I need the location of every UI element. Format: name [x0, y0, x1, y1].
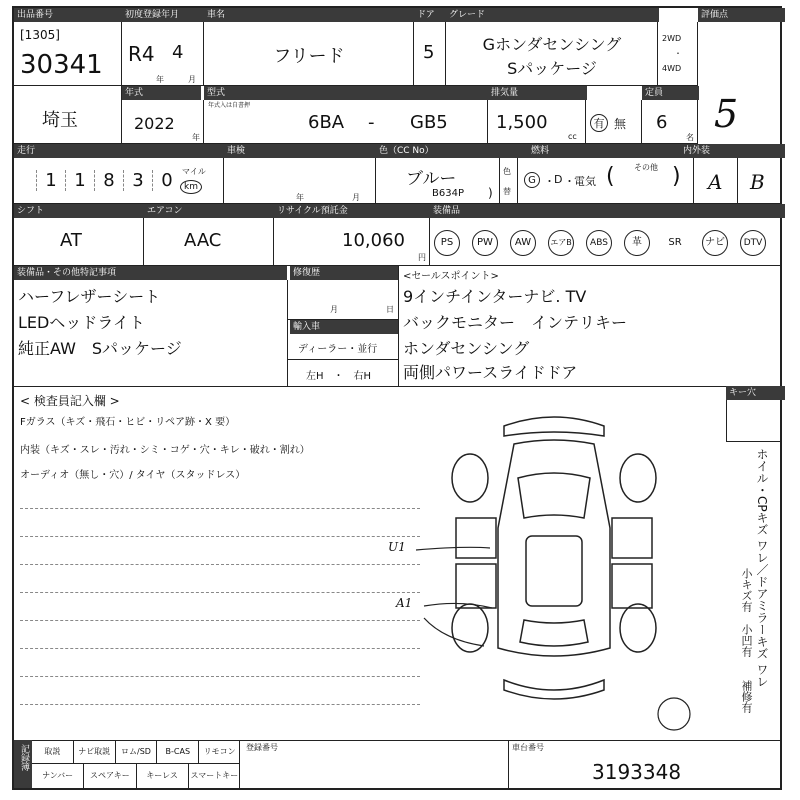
windshield: [518, 473, 590, 518]
option-aw: AW: [510, 230, 536, 256]
exterior-grade-cell: [738, 158, 782, 204]
mileage-unit-km: km: [180, 180, 202, 194]
header-year-type: 年式: [122, 86, 201, 100]
header-transmission: シフト: [14, 204, 145, 218]
leader-extra: [424, 618, 484, 646]
option-leather: 革: [624, 230, 650, 256]
features-cell: [14, 280, 288, 386]
sales-point-item: 9インチインターナビ. TV: [403, 287, 587, 306]
option-pw: PW: [472, 230, 498, 256]
model-note: 年式入は自書押: [208, 102, 251, 109]
model-prefix: 6BA: [308, 112, 345, 133]
option-dtv: DTV: [740, 230, 766, 256]
header-int-ext: 内外装: [680, 144, 785, 158]
import-steering: 左H ・ 右H: [306, 371, 372, 382]
mileage-unit-mile: マイル: [182, 167, 206, 176]
chassis-label: 車台番号: [512, 743, 544, 752]
seats-unit: 名: [686, 133, 694, 142]
grade-cell: [446, 22, 658, 86]
header-reg-year: 初度登録年月: [122, 8, 205, 22]
header-recycle: リサイクル預託金: [274, 204, 431, 218]
cc-unit: cc: [568, 132, 577, 141]
reg-era-year: R4: [128, 42, 155, 66]
header-keyhole: キー穴: [726, 386, 785, 400]
drive-sep: ・: [674, 49, 682, 58]
option-airbag: エアB: [548, 230, 574, 256]
fuel-sep1: ・: [544, 175, 555, 188]
option-ps: PS: [434, 230, 460, 256]
shaken-month: 月: [352, 193, 360, 202]
color-change-cell: [500, 158, 518, 204]
score-value: 5: [714, 92, 739, 136]
wheel-front-left: [452, 454, 488, 502]
turbo-no: 無: [614, 117, 627, 131]
region-cell: [14, 86, 122, 144]
aircon-value: AAC: [184, 230, 222, 251]
header-lot: 出品番号: [14, 8, 123, 22]
fuel-d: D: [554, 173, 563, 186]
mileage-digit: 1: [65, 170, 94, 191]
reg-year-cell: [122, 22, 204, 86]
mileage-digit: 0: [152, 170, 181, 191]
front-bumper: [504, 417, 604, 436]
bottom-side-label: 記録簿: [19, 744, 29, 771]
rule-line: [20, 536, 420, 537]
region-value: 埼玉: [42, 110, 78, 131]
fuel-cell: [518, 158, 694, 204]
reg-year-unit: 年: [156, 75, 164, 84]
header-model: 型式: [204, 86, 489, 100]
fuel-sep2: ・: [564, 175, 575, 188]
rule-line: [20, 564, 420, 565]
bottom-check-item: スペアキー: [84, 764, 136, 788]
car-name-cell: [204, 22, 414, 86]
mileage-digit: 1: [36, 170, 65, 191]
bottom-checklist-bottom: [32, 764, 240, 788]
option-sr: SR: [668, 237, 682, 248]
sales-point-item: ホンダセンシング: [403, 339, 530, 358]
leader-u1: [416, 547, 490, 550]
color-paren: ): [488, 186, 493, 200]
reg-month-unit: 月: [188, 75, 196, 84]
recycle-unit: 円: [418, 253, 426, 262]
model-year-cell: [122, 100, 204, 144]
score-box: [698, 22, 782, 142]
interior-grade-cell: [694, 158, 738, 204]
rear-window: [520, 620, 588, 646]
history-day: 日: [386, 305, 394, 314]
shaken-cell: [224, 158, 376, 204]
header-features: 装備品・その他特記事項: [14, 266, 287, 280]
shaken-year: 年: [296, 193, 304, 202]
recycle-value: 10,060: [342, 230, 405, 251]
bottom-check-item: スマートキー: [190, 771, 239, 780]
drive-4wd: 4WD: [662, 64, 682, 73]
turbo-yes: 有: [590, 114, 608, 132]
side-note-small2: 小凹有: [740, 624, 753, 657]
bottom-check-item: ナビ取説: [74, 740, 116, 763]
header-history: 修復歴: [290, 266, 399, 280]
import-dealer: ディーラー・並行: [298, 344, 378, 355]
sales-point-item: バックモニター インテリキー: [403, 313, 628, 332]
drive-cell: [658, 22, 698, 86]
seats-cell: [642, 100, 698, 144]
bottom-check-item: リモコン: [203, 747, 236, 756]
rule-line: [20, 592, 420, 593]
damage-mark-u1: U1: [388, 540, 406, 554]
grade-line2: Sパッケージ: [507, 59, 597, 78]
auction-sheet: [12, 6, 782, 790]
fuel-open-paren: (: [606, 164, 615, 189]
header-color: 色（CC No）: [376, 144, 529, 158]
inspector-line: Fガラス（キズ・飛石・ヒビ・リペア跡・X 要）: [20, 417, 236, 428]
turbo-cell: [586, 100, 642, 144]
import-steering-cell: [288, 360, 398, 386]
mileage-digit: 3: [123, 170, 152, 191]
lot-cell: [14, 22, 122, 86]
bottom-check-item: キーレス: [137, 764, 189, 788]
divider: [14, 386, 782, 387]
sales-points-cell: [398, 266, 782, 386]
header-mileage: 走行: [14, 144, 225, 158]
header-doors: ドア: [414, 8, 447, 22]
cc-value: 1,500: [496, 112, 548, 133]
bottom-check-item: 取説: [32, 740, 74, 763]
model-code: GB5: [410, 112, 448, 133]
fuel-g: G: [524, 172, 540, 188]
wheel-rear-right: [620, 604, 656, 652]
mileage-digits: [36, 170, 181, 191]
inspector-title: < 検査員記入欄 >: [20, 394, 120, 408]
bottom-checklist-top: [32, 740, 240, 764]
interior-grade: A: [708, 170, 723, 194]
header-score: 評価点: [698, 8, 785, 22]
bottom-check-item: ナンバー: [32, 764, 84, 788]
color-change-label2: 替: [503, 187, 511, 196]
rule-line: [20, 704, 420, 705]
registration-number-label: 登録番号: [246, 743, 278, 752]
door-front-right: [612, 518, 652, 558]
transmission-cell: [14, 218, 144, 266]
damage-leaders: [394, 528, 504, 648]
car-name: フリード: [273, 46, 345, 67]
header-equipment: 装備品: [430, 204, 785, 218]
side-note-small1: 小キズ有: [740, 568, 753, 612]
color-change-label1: 色: [503, 167, 511, 176]
mileage-cell: [14, 158, 224, 204]
sales-points-title: <セールスポイント>: [403, 271, 499, 282]
fuel-elec: 電気: [574, 175, 596, 188]
rule-line: [20, 620, 420, 621]
header-fuel: 燃料: [528, 144, 681, 158]
fuel-close-paren: ): [672, 164, 681, 189]
mileage-digit: 8: [94, 170, 123, 191]
chassis-number: 3193348: [592, 760, 682, 784]
bottom-split: [508, 740, 509, 790]
feature-item: 純正AW Sパッケージ: [18, 339, 182, 358]
model-year-value: 2022: [134, 114, 175, 133]
rear-bumper: [504, 680, 604, 699]
bottom-checklist: [32, 740, 240, 788]
exterior-grade: B: [750, 170, 765, 194]
aircon-cell: [144, 218, 274, 266]
header-shaken: 車検: [224, 144, 377, 158]
option-navi: ナビ: [702, 230, 728, 256]
header-cc: 排気量: [488, 86, 587, 100]
doors-cell: [414, 22, 446, 86]
model-cell: [204, 100, 488, 144]
model-year-unit: 年: [192, 133, 200, 142]
header-car-name: 車名: [204, 8, 415, 22]
keyhole-cell: [726, 400, 782, 442]
model-dash: -: [368, 112, 375, 133]
sales-point-item: 両側パワースライドドア: [403, 363, 578, 382]
lot-number: 30341: [20, 50, 103, 80]
side-note-main: ホイル・CPキズ ワレ／ドアミラーキズ ワレ: [755, 448, 769, 688]
header-aircon: エアコン: [144, 204, 275, 218]
transmission-value: AT: [60, 230, 82, 251]
inspector-line: オーディオ（無し・穴）/ タイヤ（スタッドレス）: [20, 470, 246, 481]
bottom-side-label-bg: [14, 740, 32, 788]
bottom-check-item: B-CAS: [157, 740, 199, 763]
color-code: B634P: [432, 188, 464, 199]
wheel-front-right: [620, 454, 656, 502]
feature-item: ハーフレザーシート: [18, 287, 161, 306]
hand-circle: [654, 694, 694, 734]
fuel-other: その他: [634, 163, 658, 172]
damage-mark-a1: A1: [396, 596, 413, 610]
header-seats: 定員: [642, 86, 699, 100]
feature-item: LEDヘッドライト: [18, 313, 145, 332]
bottom-check-item: ロム/SD: [116, 740, 158, 763]
history-month: 月: [330, 305, 338, 314]
header-import: 輸入車: [290, 320, 399, 334]
rule-line: [20, 508, 420, 509]
import-dealer-cell: [288, 334, 398, 360]
grade-line1: Gホンダセンシング: [482, 35, 622, 54]
recycle-cell: [274, 218, 430, 266]
lot-code: [1305]: [20, 28, 60, 42]
history-cell: [288, 280, 398, 320]
reg-month: 4: [172, 42, 184, 63]
color-name: ブルー: [406, 169, 457, 189]
door-rear-right: [612, 564, 652, 608]
cc-cell: [488, 100, 586, 144]
rule-line: [20, 648, 420, 649]
roof: [526, 536, 582, 606]
doors-value: 5: [423, 42, 435, 63]
seats-value: 6: [656, 112, 668, 133]
rule-line: [20, 676, 420, 677]
leader-a1: [424, 603, 492, 608]
inspector-line: 内装（キズ・スレ・汚れ・シミ・コゲ・穴・キレ・破れ・割れ）: [20, 445, 310, 456]
drive-2wd: 2WD: [662, 34, 682, 43]
color-cell: [376, 158, 500, 204]
side-note-small3: 補修有: [740, 680, 753, 713]
option-abs: ABS: [586, 230, 612, 256]
header-grade: グレード: [446, 8, 659, 22]
